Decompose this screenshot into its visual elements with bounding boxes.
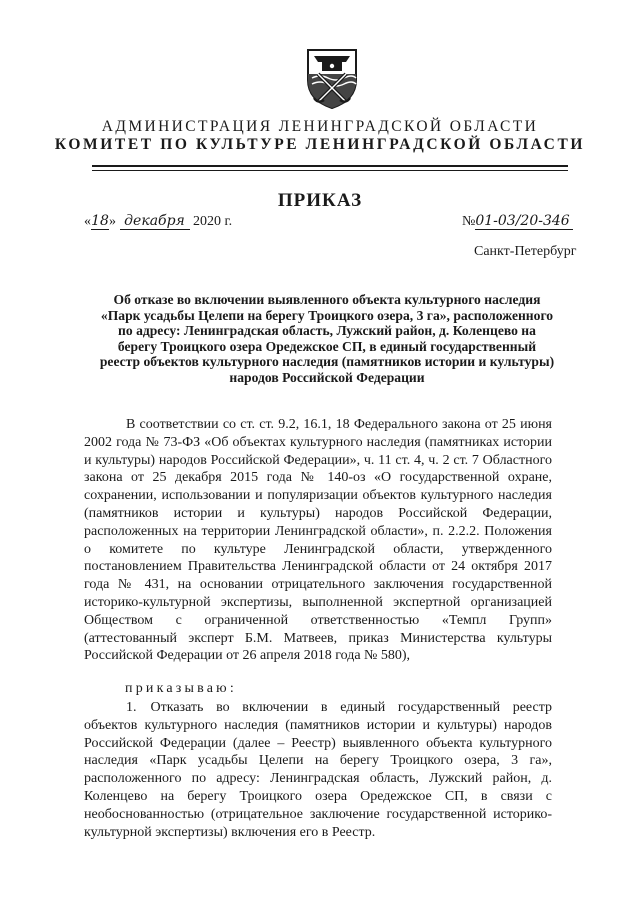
committee-name: КОМИТЕТ ПО КУЛЬТУРЕ ЛЕНИНГРАДСКОЙ ОБЛАСТИ <box>54 136 586 153</box>
date-open-quote: « <box>84 214 91 229</box>
header-rule-thin <box>92 170 568 171</box>
date-day: 18 <box>91 213 109 229</box>
order-number <box>462 213 573 230</box>
order-number-value: 01-03/20-346 <box>475 213 573 230</box>
header-rule-thick <box>92 165 568 167</box>
date-close-quote: » <box>109 214 116 229</box>
date-year: 2020 г. <box>193 214 233 229</box>
order-date <box>84 213 232 230</box>
order-item-1: 1. Отказать во включении в единый государственный реестр объектов культурного наследия (памятников истории и культуры) народов Российской Федерации (далее – Реестр) выявленного объекта культурного наследия «Парк усадьбы Целепи на берегу Троицкого озера, 3 га», расположенного по адресу: Ленинградская область, Лужский район, д. Коленцево на берегу Троицкого озера Оредежское СП, в связи с необоснованностью (отрицательное заключение государственной историко-культурной экспертизы) включения его в Реестр. <box>84 700 552 840</box>
number-sign: № <box>462 214 476 229</box>
orders-word: приказываю: <box>125 681 237 696</box>
coat-of-arms-icon <box>300 44 364 110</box>
agency-name: АДМИНИСТРАЦИЯ ЛЕНИНГРАДСКОЙ ОБЛАСТИ <box>101 118 539 135</box>
preamble-paragraph: В соответствии со ст. ст. 9.2, 16.1, 18 Федерального закона от 25 июня 2002 года № 73-ФЗ «Об объектах культурного наследия (памятниках истории и культуры) народов Российской Федерации», ч. 11 ст. 4, ч. 2 ст. 7 Областного закона от 25 декабря 2015 года № 140-оз «О государственной охране, сохранении, использовании и популяризации объектов культурного наследия (памятников истории и культуры) народов Российской Федерации, расположенных на территории Ленинградской области», п. 2.2.2. Положения о комитете по культуре Ленинградской области, утвержденного постановлением Правительства Ленинградской области от 24 октября 2017 года № 431, на основании отрицательного заключения государственной историко-культурной экспертизы, выполненной экспертной организацией Обществом с ограниченной ответственностью «Темпл Групп» (аттестованный эксперт Б.М. Матвеев, приказ Министерства культуры Российской Федерации от 26 апреля 2018 года № 580), <box>84 417 552 664</box>
date-month: декабря <box>120 213 190 230</box>
issue-city: Санкт-Петербург <box>474 244 577 259</box>
document-subject: Об отказе во включении выявленного объекта культурного наследия «Парк усадьбы Целепи на берегу Троицкого озера, 3 га», расположенного по адресу: Ленинградская область, Лужский район, д. Коленцево на берегу Троицкого озера Оредежское СП, в единый государственный реестр объектов культурного наследия (памятников истории и культуры) народов Российской Федерации <box>99 292 555 385</box>
document-type: ПРИКАЗ <box>277 190 363 211</box>
